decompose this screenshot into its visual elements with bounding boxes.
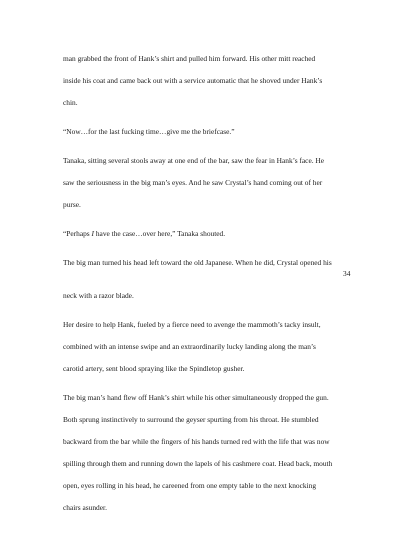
text-line: purse. [63,200,81,209]
text-line: neck with a razor blade. [63,291,134,300]
text-line: open, eyes rolling in his head, he careened from one empty table to the next knocking [63,481,317,490]
text-line: combined with an intense swipe and an extraordinarily lucky landing along the man’s [63,342,316,351]
emphasis-text: I [91,229,94,238]
text-line: Tanaka, sitting several stools away at one end of the bar, saw the fear in Hank’s face. He [63,156,325,165]
text-line: backward from the bar while the fingers of his hands turned red with the life that was now [63,437,330,446]
text-line: “Now…for the last fucking time…give me the briefcase.” [63,127,235,136]
text-line: inside his coat and came back out with a service automatic that he shoved under Hank’s [63,76,323,85]
page-number: 34 [343,269,351,278]
text-line: Both sprung instinctively to surround the geyser spurting from his throat. He stumbled [63,415,319,424]
text-line: The big man’s hand flew off Hank’s shirt while his other simultaneously dropped the gun. [63,393,329,402]
text-line: chin. [63,98,78,107]
text-line: “Perhaps I have the case…over here,” Tanaka shouted. [63,229,226,238]
text-line: man grabbed the front of Hank’s shirt and pulled him forward. His other mitt reached [63,54,316,63]
text-line: saw the seriousness in the big man’s eyes. And he saw Crystal’s hand coming out of her [63,178,323,187]
text-line: spilling through them and running down the lapels of his cashmere coat. Head back, mouth [63,459,333,468]
text-line: Her desire to help Hank, fueled by a fierce need to avenge the mammoth’s tacky insult, [63,320,321,329]
text-line: The big man turned his head left toward the old Japanese. When he did, Crystal opened his [63,258,332,267]
text-line: chairs asunder. [63,503,107,512]
text-line: carotid artery, sent blood spraying like the Spindletop gusher. [63,364,245,373]
